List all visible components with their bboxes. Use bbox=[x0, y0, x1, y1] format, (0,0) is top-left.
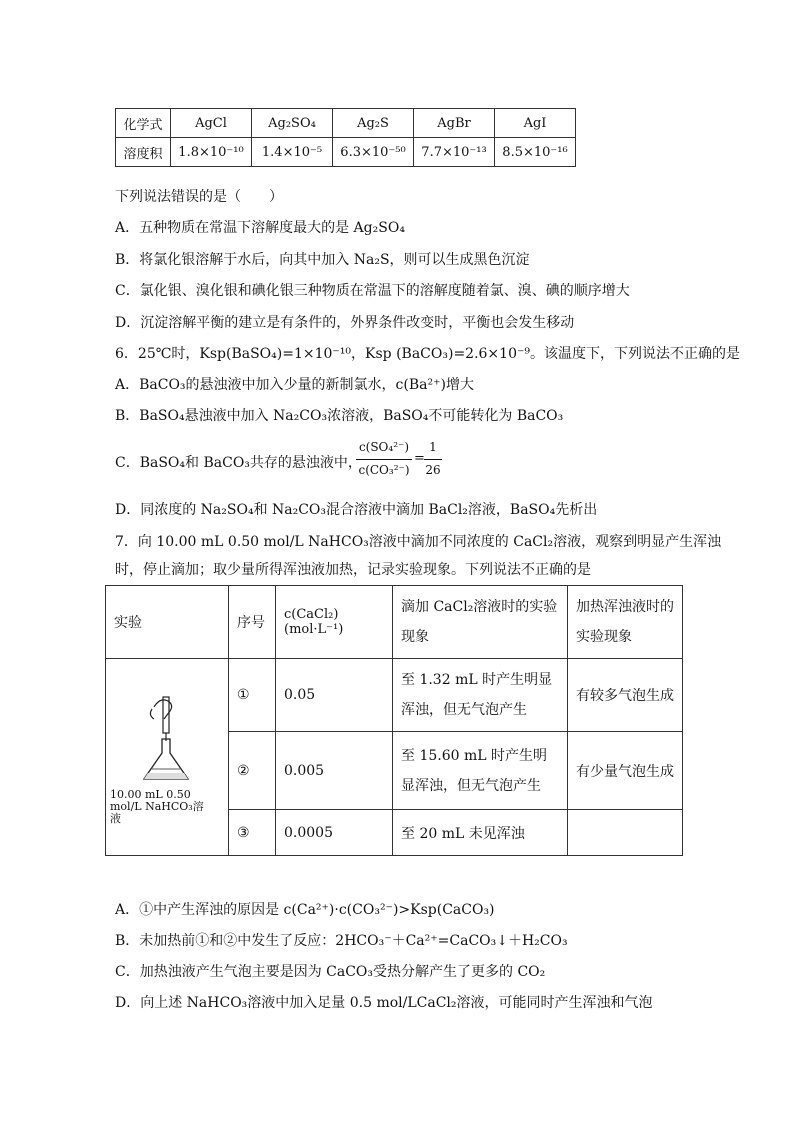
ksp-value: 8.5×10⁻¹⁶ bbox=[495, 138, 576, 167]
q5-stem: 下列说法错误的是（ ） bbox=[115, 189, 283, 205]
row-number: ② bbox=[229, 732, 276, 810]
ksp-table bbox=[115, 108, 576, 167]
row-drip-phenomenon: 至 1.32 mL 时产生明显浑浊，但无气泡产生 bbox=[393, 659, 568, 732]
q7-stem-line1: 7．向 10.00 mL 0.50 mol/L NaHCO₃溶液中滴加不同浓度的 CaCl₂溶液，观察到明显产生浑浊 bbox=[115, 534, 722, 550]
value-bar bbox=[424, 459, 442, 460]
ksp-value: 7.7×10⁻¹³ bbox=[414, 138, 495, 167]
value-denominator: 26 bbox=[425, 463, 441, 477]
q5-option-d: D．沉淀溶解平衡的建立是有条件的，外界条件改变时，平衡也会发生移动 bbox=[115, 315, 575, 331]
ksp-compound: AgI bbox=[495, 109, 576, 138]
flask-caption: 10.00 mL 0.50 mol/L NaHCO₃溶液 bbox=[110, 788, 204, 825]
row-concentration: 0.0005 bbox=[276, 810, 393, 856]
header-number: 序号 bbox=[229, 586, 276, 659]
header-heat-phenomenon: 加热浑浊液时的实验现象 bbox=[568, 586, 683, 659]
header-concentration: c(CaCl₂)(mol·L⁻¹) bbox=[276, 586, 393, 659]
row-drip-phenomenon: 至 20 mL 未见浑浊 bbox=[393, 810, 568, 856]
ksp-header-row bbox=[116, 109, 576, 138]
fraction-equals: = bbox=[414, 451, 425, 466]
q5-option-c: C．氯化银、溴化银和碘化银三种物质在常温下的溶解度随着氯、溴、碘的顺序增大 bbox=[115, 283, 630, 299]
q6-stem: 6．25℃时，Ksp(BaSO₄)=1×10⁻¹⁰，Ksp (BaCO₃)=2.6×10⁻⁹。该温度下，下列说法不正确的是 bbox=[115, 346, 740, 362]
q6-option-a: A．BaCO₃的悬浊液中加入少量的新制氯水，c(Ba²⁺)增大 bbox=[115, 377, 474, 393]
ksp-value: 1.4×10⁻⁵ bbox=[252, 138, 333, 167]
q5-option-a: A．五种物质在常温下溶解度最大的是 Ag₂SO₄ bbox=[115, 220, 405, 236]
ksp-compound: Ag₂S bbox=[333, 109, 414, 138]
q7-option-d: D．向上述 NaHCO₃溶液中加入足量 0.5 mol/LCaCl₂溶液，可能同时产生浑浊和气泡 bbox=[115, 995, 653, 1011]
fraction-bar bbox=[356, 459, 412, 460]
experiment-header-row bbox=[106, 586, 683, 659]
header-drip-phenomenon: 滴加 CaCl₂溶液时的实验现象 bbox=[393, 586, 568, 659]
experiment-table bbox=[105, 585, 683, 856]
fraction-numerator: c(SO₄²⁻) bbox=[358, 440, 410, 454]
value-numerator: 1 bbox=[429, 440, 437, 454]
q7-option-a: A．①中产生浑浊的原因是 c(Ca²⁺)·c(CO₃²⁻)>Ksp(CaCO₃) bbox=[115, 902, 495, 918]
row-concentration: 0.05 bbox=[276, 659, 393, 732]
ksp-value: 1.8×10⁻¹⁰ bbox=[171, 138, 252, 167]
row-number: ① bbox=[229, 659, 276, 732]
q5-option-b: B．将氯化银溶解于水后，向其中加入 Na₂S，则可以生成黑色沉淀 bbox=[115, 252, 530, 268]
q7-stem-line2: 时，停止滴加；取少量所得浑浊液加热，记录实验现象。下列说法不正确的是 bbox=[115, 562, 591, 578]
q6-option-d: D．同浓度的 Na₂SO₄和 Na₂CO₃混合溶液中滴加 BaCl₂溶液，BaSO₄先析出 bbox=[115, 502, 598, 518]
apparatus-cell bbox=[106, 659, 229, 856]
q6-option-b: B．BaSO₄悬浊液中加入 Na₂CO₃浓溶液，BaSO₄不可能转化为 BaCO₃ bbox=[115, 408, 564, 424]
table-row bbox=[106, 659, 683, 732]
q7-option-b: B．未加热前①和②中发生了反应：2HCO₃⁻＋Ca²⁺=CaCO₃↓＋H₂CO₃ bbox=[115, 933, 568, 949]
ksp-value-row bbox=[116, 138, 576, 167]
fraction-denominator: c(CO₃²⁻) bbox=[358, 463, 410, 477]
row-heat-phenomenon: 有较多气泡生成 bbox=[568, 659, 683, 732]
row-drip-phenomenon: 至 15.60 mL 时产生明显浑浊，但无气泡产生 bbox=[393, 732, 568, 810]
header-experiment: 实验 bbox=[106, 586, 229, 659]
row-number: ③ bbox=[229, 810, 276, 856]
row-heat-phenomenon bbox=[568, 810, 683, 856]
ksp-compound: AgBr bbox=[414, 109, 495, 138]
row-heat-phenomenon: 有少量气泡生成 bbox=[568, 732, 683, 810]
ksp-value-label: 溶度积 bbox=[116, 138, 171, 167]
q7-option-c: C．加热浊液产生气泡主要是因为 CaCO₃受热分解产生了更多的 CO₂ bbox=[115, 964, 546, 980]
ksp-value: 6.3×10⁻⁵⁰ bbox=[333, 138, 414, 167]
concentration-ratio-fraction bbox=[356, 436, 446, 486]
ksp-compound: AgCl bbox=[171, 109, 252, 138]
ksp-compound: Ag₂SO₄ bbox=[252, 109, 333, 138]
titration-flask-icon bbox=[122, 689, 212, 789]
row-concentration: 0.005 bbox=[276, 732, 393, 810]
ksp-header-label: 化学式 bbox=[116, 109, 171, 138]
q6-option-c: C．BaSO₄和 BaCO₃共存的悬浊液中， bbox=[115, 455, 362, 471]
